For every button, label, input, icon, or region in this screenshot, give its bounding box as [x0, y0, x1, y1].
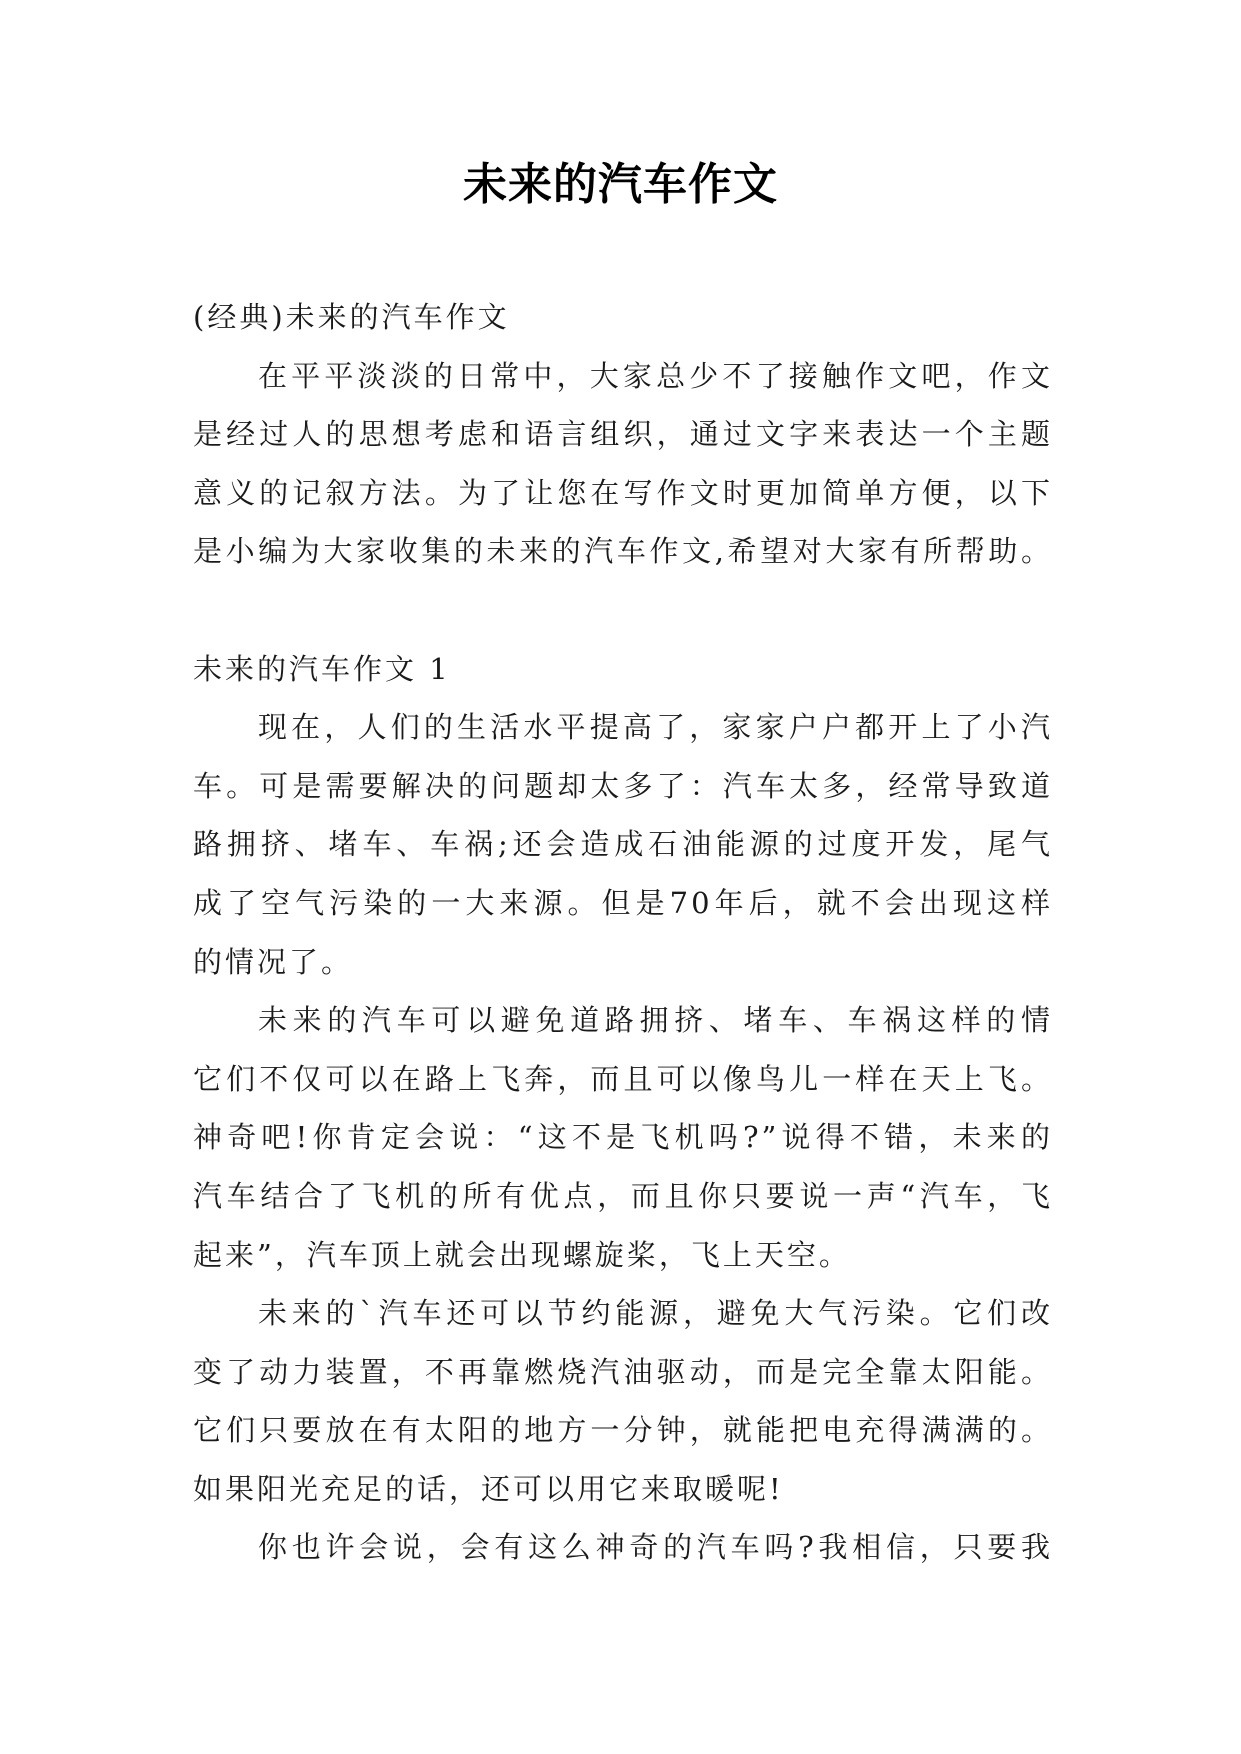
section-paragraph-3 [193, 1284, 1053, 1518]
paragraph-line: 起来”，汽车顶上就会出现螺旋桨，飞上天空。 [193, 1237, 851, 1272]
paragraph-line: 在平平淡淡的日常中，大家总少不了接触作文吧，作文 [258, 358, 1053, 393]
document-title: 未来的汽车作文 [463, 159, 778, 210]
section-heading: 未来的汽车作文 1 [193, 651, 451, 686]
paragraph-line: 它们只要放在有太阳的地方一分钟，就能把电充得满满的。 [193, 1413, 1053, 1448]
section-paragraph-1 [193, 698, 1053, 991]
paragraph-line: 如果阳光充足的话，还可以用它来取暖呢! [193, 1471, 784, 1506]
document-body [193, 288, 1053, 1577]
paragraph-line: 车。可是需要解决的问题却太多了：汽车太多，经常导致道 [193, 768, 1053, 803]
paragraph-line: 意义的记叙方法。为了让您在写作文时更加简单方便，以下 [193, 475, 1053, 510]
paragraph-line: 你也许会说，会有这么神奇的汽车吗?我相信，只要我 [258, 1530, 1053, 1565]
paragraph-line: 汽车结合了飞机的所有优点，而且你只要说一声“汽车，飞 [193, 1178, 1053, 1213]
paragraph-line: 它们不仅可以在路上飞奔，而且可以像鸟儿一样在天上飞。 [193, 1061, 1053, 1096]
intro-heading: (经典)未来的汽车作文 [193, 300, 510, 334]
section-paragraph-4 [193, 1518, 1053, 1577]
paragraph-line: 变了动力装置，不再靠燃烧汽油驱动，而是完全靠太阳能。 [193, 1354, 1053, 1389]
blank-line [193, 581, 1053, 640]
paragraph-line: 成了空气污染的一大来源。但是70年后，就不会出现这样 [193, 885, 1053, 920]
paragraph-line: 未来的汽车可以避免道路拥挤、堵车、车祸这样的情 [258, 1003, 1053, 1038]
paragraph-line: 路拥挤、堵车、车祸;还会造成石油能源的过度开发，尾气 [193, 827, 1053, 862]
paragraph-line: 是小编为大家收集的未来的汽车作文,希望对大家有所帮助。 [193, 534, 1053, 569]
paragraph-line: 现在，人们的生活水平提高了，家家户户都开上了小汽 [258, 710, 1053, 745]
paragraph-line: 是经过人的思想考虑和语言组织，通过文字来表达一个主题 [193, 417, 1053, 452]
intro-paragraph [193, 347, 1053, 581]
paragraph-line: 神奇吧!你肯定会说：“这不是飞机吗?”说得不错，未来的 [193, 1120, 1053, 1155]
paragraph-line: 的情况了。 [193, 944, 354, 979]
section-paragraph-2 [193, 991, 1053, 1284]
paragraph-line: 未来的`汽车还可以节约能源，避免大气污染。它们改 [258, 1296, 1053, 1331]
